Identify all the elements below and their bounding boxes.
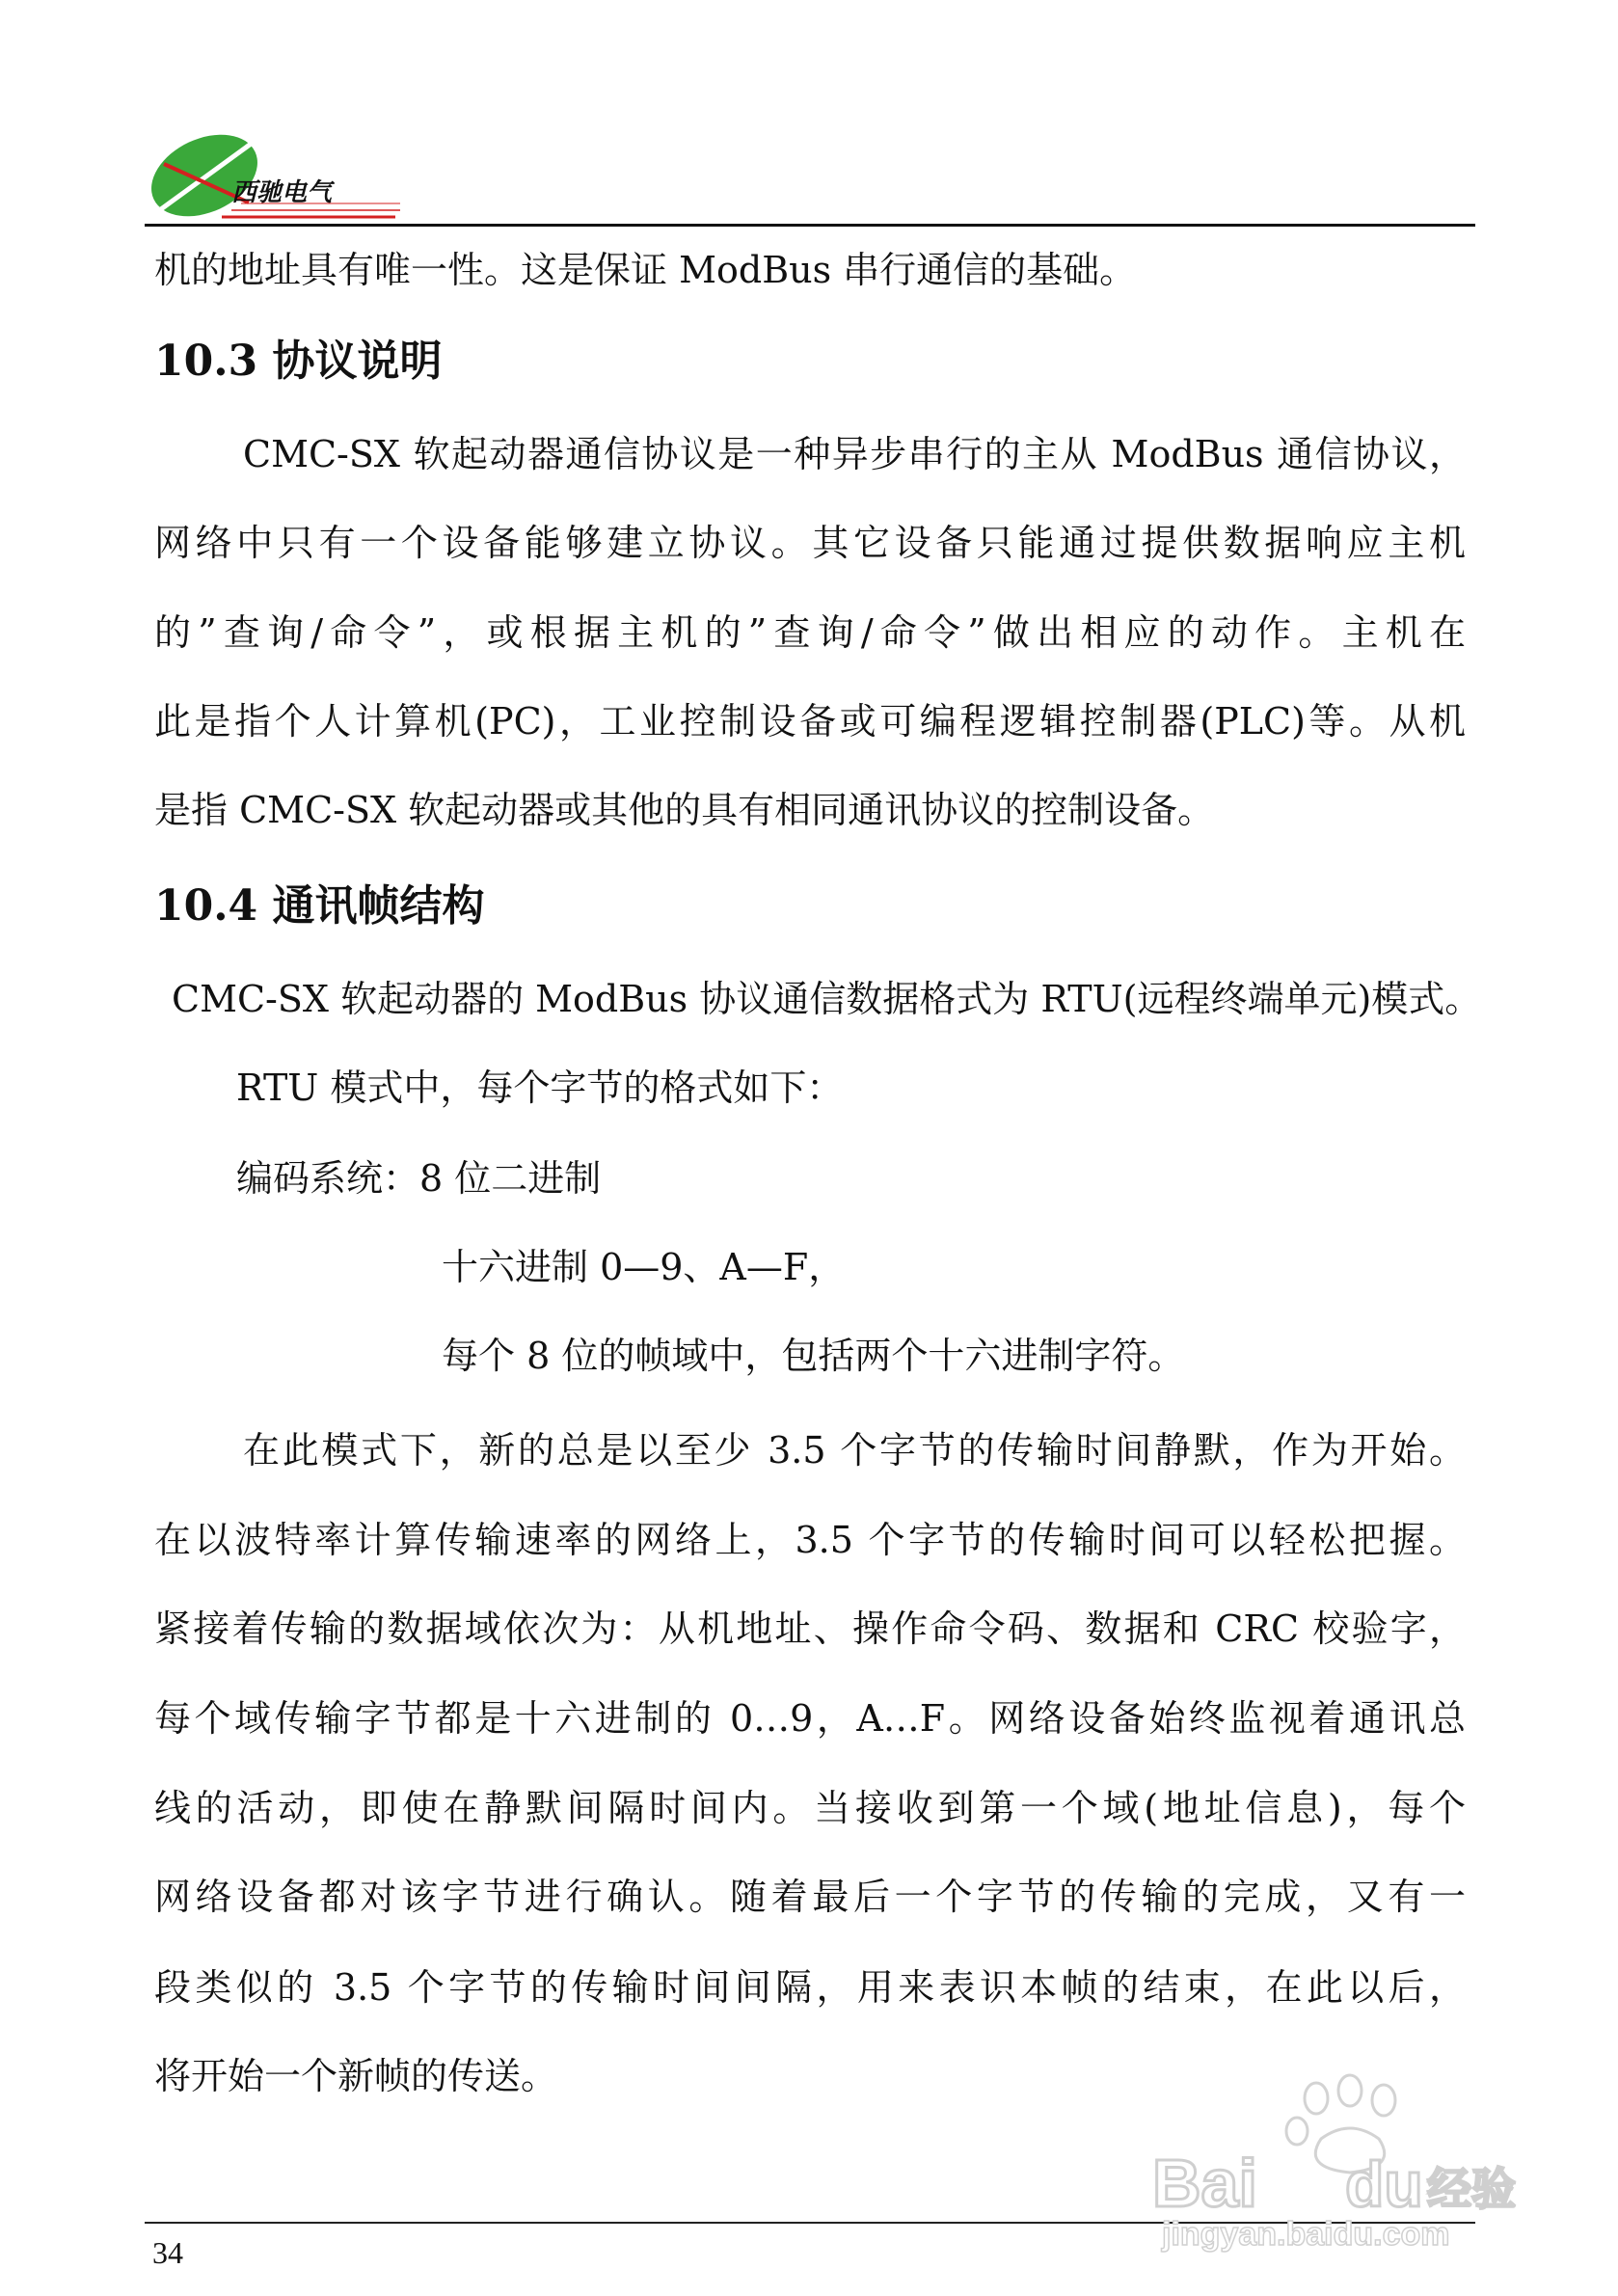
paragraph-line: 的”查询/命令”，或根据主机的”查询/命令”做出相应的动作。主机在 xyxy=(154,611,1466,654)
paragraph-line: 将开始一个新帧的传送。 xyxy=(154,2055,558,2097)
page-header xyxy=(145,125,1475,227)
svg-text:西驰电气: 西驰电气 xyxy=(231,177,333,206)
paragraph-line: CMC-SX 软起动器的 ModBus 协议通信数据格式为 RTU(远程终端单元)模式。 xyxy=(172,978,1482,1020)
paragraph-line: 网络中只有一个设备能够建立协议。其它设备只能通过提供数据响应主机 xyxy=(154,522,1466,564)
header-rule xyxy=(145,224,1475,227)
paragraph-line: 在以波特率计算传输速率的网络上，3.5 个字节的传输时间可以轻松把握。 xyxy=(154,1519,1466,1561)
svg-text:jingyan.baidu.com: jingyan.baidu.com xyxy=(1162,2216,1450,2253)
paragraph-line: 紧接着传输的数据域依次为：从机地址、操作命令码、数据和 CRC 校验字， xyxy=(154,1607,1466,1650)
svg-text:Bai: Bai xyxy=(1152,2146,1257,2221)
paragraph-line: 线的活动，即使在静默间隔时间内。当接收到第一个域(地址信息)，每个 xyxy=(154,1787,1466,1829)
section-heading-10-3: 10.3 协议说明 xyxy=(154,337,443,386)
paragraph-line: CMC-SX 软起动器通信协议是一种异步串行的主从 ModBus 通信协议， xyxy=(243,433,1466,475)
paragraph-line: 每个域传输字节都是十六进制的 0…9，A…F。网络设备始终监视着通讯总 xyxy=(154,1697,1466,1740)
svg-text:经验: 经验 xyxy=(1427,2163,1516,2215)
paragraph-line: 在此模式下，新的总是以至少 3.5 个字节的传输时间静默，作为开始。 xyxy=(243,1429,1466,1472)
paragraph-line: 此是指个人计算机(PC)，工业控制设备或可编程逻辑控制器(PLC)等。从机 xyxy=(154,700,1466,743)
baidu-watermark xyxy=(1152,2071,1528,2255)
paragraph-line: 是指 CMC-SX 软起动器或其他的具有相同通讯协议的控制设备。 xyxy=(154,789,1215,831)
body-line: 机的地址具有唯一性。这是保证 ModBus 串行通信的基础。 xyxy=(154,249,1137,291)
paragraph-line: 网络设备都对该字节进行确认。随着最后一个字节的传输的完成，又有一 xyxy=(154,1876,1466,1918)
company-logo xyxy=(145,125,405,227)
section-heading-10-4: 10.4 通讯帧结构 xyxy=(154,881,485,931)
paragraph-line: 段类似的 3.5 个字节的传输时间间隔，用来表识本帧的结束，在此以后， xyxy=(154,1966,1466,2009)
page-number: 34 xyxy=(152,2235,183,2270)
encoding-line: 十六进制 0—9、A—F， xyxy=(442,1246,846,1288)
svg-text:du: du xyxy=(1345,2148,1423,2220)
encoding-line: 每个 8 位的帧域中，包括两个十六进制字符。 xyxy=(442,1335,1185,1377)
paragraph-line: RTU 模式中，每个字节的格式如下： xyxy=(236,1067,844,1109)
encoding-label: 编码系统：8 位二进制 xyxy=(236,1157,602,1200)
